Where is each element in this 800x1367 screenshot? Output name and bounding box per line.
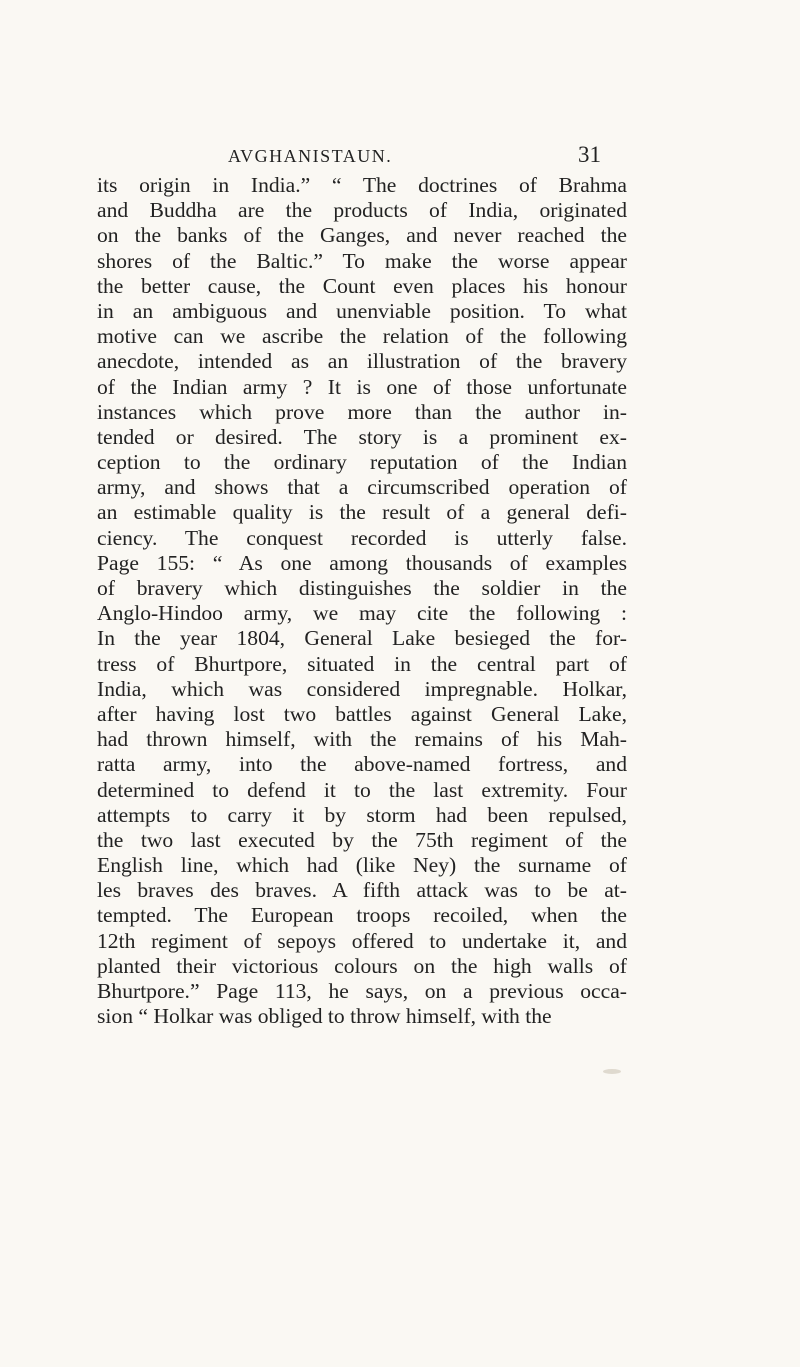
text-line: planted their victorious colours on the high walls of [97, 953, 627, 978]
text-line: ciency. The conquest recorded is utterly false. [97, 525, 627, 550]
text-line: shores of the Baltic.” To make the worse appear [97, 248, 627, 273]
text-line: Page 155: “ As one among thousands of examples [97, 550, 627, 575]
text-line: sion “ Holkar was obliged to throw himself, with the [97, 1004, 552, 1029]
text-line: army, and shows that a circumscribed operation of [97, 475, 627, 500]
text-line: an estimable quality is the result of a general defi- [97, 500, 627, 525]
body-text [97, 173, 627, 1029]
text-line: had thrown himself, with the remains of his Mah- [97, 727, 627, 752]
text-line: 12th regiment of sepoys offered to undertake it, and [97, 928, 627, 953]
text-line: Bhurtpore.” Page 113, he says, on a previous occa- [97, 979, 627, 1003]
text-line: attempts to carry it by storm had been repulsed, [97, 802, 627, 827]
running-title: AVGHANISTAUN. [228, 146, 393, 166]
text-line: Anglo-Hindoo army, we may cite the following : [97, 601, 627, 626]
text-line: of bravery which distinguishes the soldier in the [97, 576, 627, 600]
text-line: tempted. The European troops recoiled, when the [97, 903, 627, 928]
text-line: instances which prove more than the author in- [97, 399, 627, 424]
paper-blemish [603, 1069, 621, 1074]
text-line: and Buddha are the products of India, originated [97, 198, 627, 223]
text-line: tress of Bhurtpore, situated in the central part of [97, 651, 627, 676]
text-line: English line, which had (like Ney) the surname of [97, 853, 627, 878]
text-line: les braves des braves. A fifth attack was to be at- [97, 878, 627, 903]
text-line: anecdote, intended as an illustration of the bravery [97, 349, 627, 374]
text-line: motive can we ascribe the relation of the following [97, 324, 627, 349]
text-line: on the banks of the Ganges, and never reached the [97, 223, 627, 248]
text-line: tended or desired. The story is a prominent ex- [97, 424, 627, 449]
text-line: India, which was considered impregnable. Holkar, [97, 676, 627, 701]
text-line: ratta army, into the above-named fortress, and [97, 752, 627, 777]
text-line: In the year 1804, General Lake besieged the for- [97, 626, 627, 651]
text-line: the two last executed by the 75th regiment of the [97, 827, 627, 852]
text-line: after having lost two battles against General Lake, [97, 701, 627, 726]
page-number: 31 [578, 142, 601, 167]
text-line: of the Indian army ? It is one of those unfortunate [97, 374, 627, 399]
text-line: determined to defend it to the last extremity. Four [97, 777, 627, 802]
text-line: its origin in India.” “ The doctrines of Brahma [97, 173, 627, 197]
text-line: in an ambiguous and unenviable position. To what [97, 298, 627, 323]
text-line: the better cause, the Count even places his honour [97, 273, 627, 298]
running-head [228, 142, 628, 176]
text-line: ception to the ordinary reputation of the Indian [97, 450, 627, 475]
